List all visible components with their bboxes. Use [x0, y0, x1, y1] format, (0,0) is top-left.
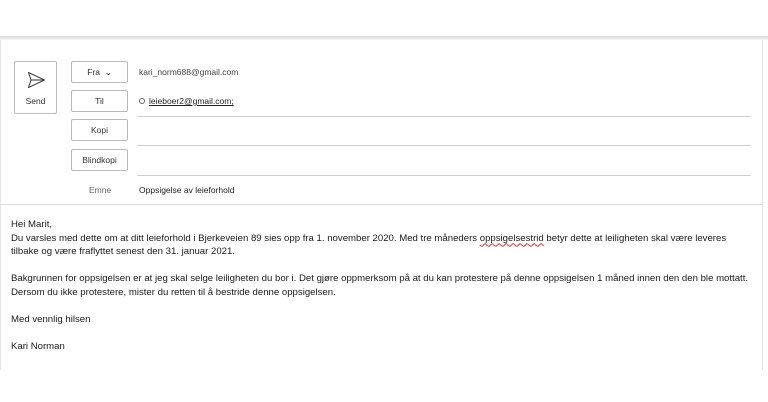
closing: Med vennlig hilsen — [11, 313, 91, 325]
subject-label: Emne — [89, 185, 112, 195]
window-top-area — [0, 0, 768, 36]
from-button[interactable] — [71, 61, 128, 83]
bcc-field[interactable] — [137, 175, 751, 176]
send-button[interactable] — [14, 61, 57, 114]
header-divider — [0, 204, 762, 205]
circle-icon — [139, 98, 145, 104]
body-paragraph-2: Bakgrunnen for oppsigelsen er at jeg skal selge leiligheten du bor i. Det gjøre oppmerksom på at du kan protestere på denne oppsigelsen 1 måned innen den den ble mottatt. Dersom du ikke protestere, mister du retten til å bestride denne oppsigelsen. — [11, 273, 749, 298]
bcc-label: Blindkopi — [82, 155, 117, 165]
to-field[interactable] — [137, 116, 751, 117]
message-body[interactable] — [11, 218, 751, 353]
misspelled-word: oppsigelsestrid — [479, 232, 544, 244]
subject-input[interactable]: Oppsigelse av leieforhold — [139, 185, 235, 195]
cc-button[interactable] — [71, 119, 128, 141]
to-recipient[interactable] — [139, 96, 234, 106]
signature: Kari Norman — [11, 340, 65, 352]
bcc-button[interactable] — [71, 149, 128, 171]
to-recipient-address: leieboer2@gmail.com; — [149, 96, 234, 106]
pane-right-border — [762, 40, 763, 370]
chevron-down-icon: ⌄ — [104, 67, 113, 77]
greeting: Hei Marit, — [11, 219, 53, 230]
send-label: Send — [25, 96, 46, 106]
body-paragraph-1 — [11, 232, 751, 259]
to-button[interactable] — [71, 90, 128, 112]
cc-field[interactable] — [137, 145, 751, 146]
paragraph-1-start: Du varsles med dette om at ditt leieforhold i Bjerkeveien 89 sies opp fra 1. november 2020. Med tre måneders — [11, 232, 480, 244]
to-label: Til — [95, 96, 104, 106]
cc-label: Kopi — [90, 125, 108, 135]
paragraph-1-end: betyr dette at leiligheten skal være leveres tilbake og være fraflyttet senest den 31. januar 2021. — [11, 232, 727, 257]
send-icon — [27, 71, 46, 89]
from-label: Fra — [87, 67, 101, 77]
from-address: kari_norm688@gmail.com — [139, 67, 239, 77]
